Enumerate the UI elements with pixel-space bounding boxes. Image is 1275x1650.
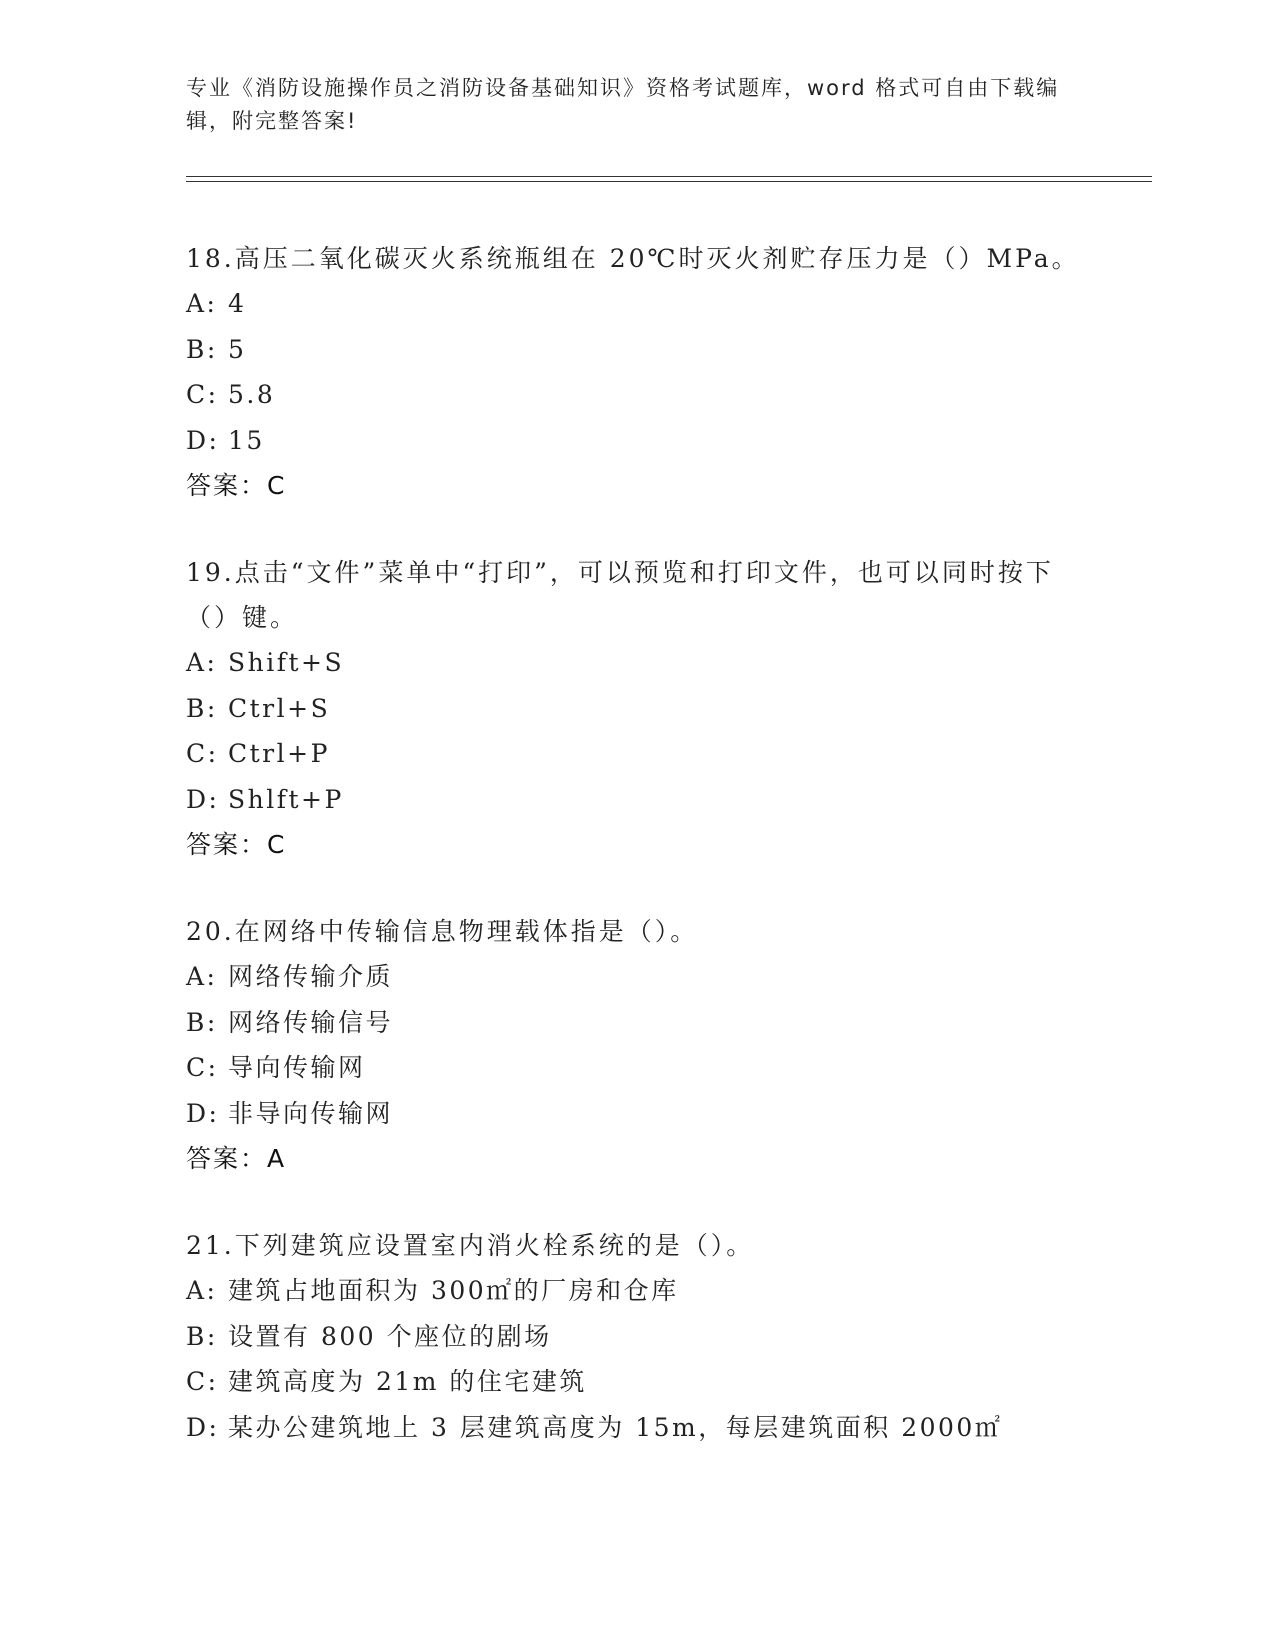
option-text: Ctrl+S: [228, 693, 331, 723]
option-text: 某办公建筑地上 3 层建筑高度为 15m，每层建筑面积 2000㎡: [228, 1412, 1003, 1442]
answer-text: 答案：C: [186, 830, 287, 859]
option-b: [186, 327, 1086, 373]
option-text: 非导向传输网: [228, 1098, 394, 1128]
question-20: [186, 909, 1086, 1181]
option-a: [186, 640, 1086, 686]
option-letter: D:: [186, 784, 220, 814]
question-19: [186, 550, 1086, 867]
option-letter: C:: [186, 380, 219, 409]
option-letter: A:: [186, 962, 218, 991]
option-letter: B:: [186, 693, 218, 723]
option-d: [186, 418, 1086, 464]
question-stem: 20.在网络中传输信息物理载体指是（）。: [186, 917, 699, 946]
option-letter: C:: [186, 739, 219, 768]
header-rule-top: [186, 176, 1152, 177]
option-a: [186, 954, 1086, 1000]
option-text: 5.8: [228, 380, 276, 409]
option-letter: D:: [186, 1098, 220, 1128]
header-text: 专业《消防设施操作员之消防设备基础知识》资格考试题库，word 格式可自由下载编辑，附完整答案!: [186, 76, 1060, 133]
question-21: [186, 1223, 1086, 1450]
option-b: [186, 1000, 1086, 1046]
option-text: Ctrl+P: [228, 739, 330, 768]
question-stem: 19.点击“文件”菜单中“打印”，可以预览和打印文件，也可以同时按下（）键。: [186, 558, 1054, 632]
option-letter: B:: [186, 334, 218, 364]
option-text: 15: [228, 425, 265, 455]
option-text: 网络传输介质: [228, 962, 394, 991]
option-text: 设置有 800 个座位的剧场: [228, 1321, 552, 1351]
option-letter: A:: [186, 648, 218, 677]
option-a: [186, 1268, 1086, 1314]
option-text: 建筑高度为 21m 的住宅建筑: [228, 1367, 587, 1396]
option-text: 4: [228, 289, 247, 318]
option-c: [186, 372, 1086, 418]
option-c: [186, 731, 1086, 777]
option-c: [186, 1045, 1086, 1091]
option-letter: B:: [186, 1007, 218, 1037]
option-letter: D:: [186, 1412, 220, 1442]
option-text: Shlft+P: [228, 784, 344, 814]
question-list: [186, 236, 1086, 1492]
question-stem: 21.下列建筑应设置室内消火栓系统的是（）。: [186, 1231, 755, 1260]
option-d: [186, 777, 1086, 823]
option-text: Shift+S: [228, 648, 345, 677]
option-c: [186, 1359, 1086, 1405]
answer-text: 答案：A: [186, 1144, 287, 1173]
question-stem: 18.高压二氧化碳灭火系统瓶组在 20℃时灭火剂贮存压力是（）MPa。: [186, 244, 1080, 273]
option-d: [186, 1405, 1086, 1451]
option-text: 5: [228, 334, 247, 364]
option-a: [186, 281, 1086, 327]
option-letter: B:: [186, 1321, 218, 1351]
option-letter: A:: [186, 289, 218, 318]
question-18: [186, 236, 1086, 508]
option-b: [186, 686, 1086, 732]
option-letter: C:: [186, 1367, 219, 1396]
document-header: [186, 72, 1066, 138]
option-text: 建筑占地面积为 300㎡的厂房和仓库: [228, 1276, 679, 1305]
option-letter: A:: [186, 1276, 218, 1305]
option-text: 导向传输网: [228, 1053, 366, 1082]
answer-text: 答案：C: [186, 471, 287, 500]
header-rule-bottom: [186, 181, 1152, 182]
option-letter: C:: [186, 1053, 219, 1082]
option-b: [186, 1314, 1086, 1360]
option-text: 网络传输信号: [228, 1007, 394, 1037]
option-d: [186, 1091, 1086, 1137]
option-letter: D:: [186, 425, 220, 455]
